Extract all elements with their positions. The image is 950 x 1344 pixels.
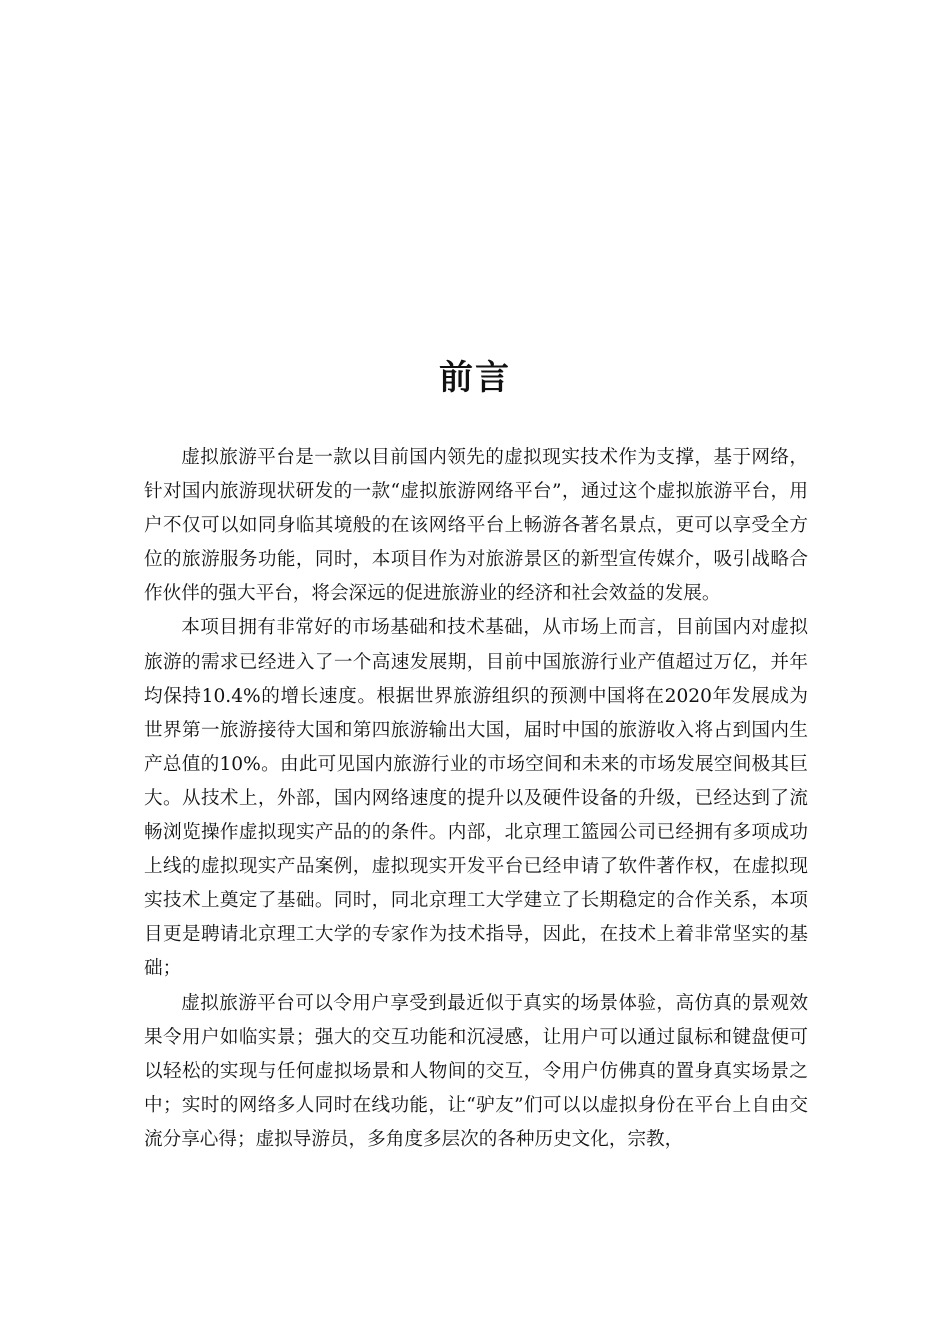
document-body <box>144 441 808 1157</box>
page-title: 前言 <box>439 358 511 398</box>
paragraph-3: 虚拟旅游平台可以令用户享受到最近似于真实的场景体验，高仿真的景观效果令用户如临实景；强大的交互功能和沉浸感，让用户可以通过鼠标和键盘便可以轻松的实现与任何虚拟场景和人物间的交互，令用户仿佛真的置身真实场景之中；实时的网络多人同时在线功能，让“驴友”们可以以虚拟身份在平台上自由交流分享心得；虚拟导游员，多角度多层次的各种历史文化，宗教， <box>144 992 808 1150</box>
paragraph-2: 本项目拥有非常好的市场基础和技术基础，从市场上而言，目前国内对虚拟旅游的需求已经进入了一个高速发展期，目前中国旅游行业产值超过万亿，并年均保持10.4%的增长速度。根据世界旅游组织的预测中国将在2020年发展成为世界第一旅游接待大国和第四旅游输出大国，届时中国的旅游收入将占到国内生产总值的10%。由此可见国内旅游行业的市场空间和未来的市场发展空间极其巨大。从技术上，外部，国内网络速度的提升以及硬件设备的升级，已经达到了流畅浏览操作虚拟现实产品的的条件。内部，北京理工篮园公司已经拥有多项成功上线的虚拟现实产品案例，虚拟现实开发平台已经申请了软件著作权，在虚拟现实技术上奠定了基础。同时，同北京理工大学建立了长期稳定的合作关系，本项目更是聘请北京理工大学的专家作为技术指导，因此，在技术上着非常坚实的基础； <box>144 617 808 980</box>
paragraph-1: 虚拟旅游平台是一款以目前国内领先的虚拟现实技术作为支撑，基于网络，针对国内旅游现状研发的一款“虚拟旅游网络平台”，通过这个虚拟旅游平台，用户不仅可以如同身临其境般的在该网络平台上畅游各著名景点，更可以享受全方位的旅游服务功能，同时，本项目作为对旅游景区的新型宣传媒介，吸引战略合作伙伴的强大平台，将会深远的促进旅游业的经济和社会效益的发展。 <box>144 447 808 605</box>
